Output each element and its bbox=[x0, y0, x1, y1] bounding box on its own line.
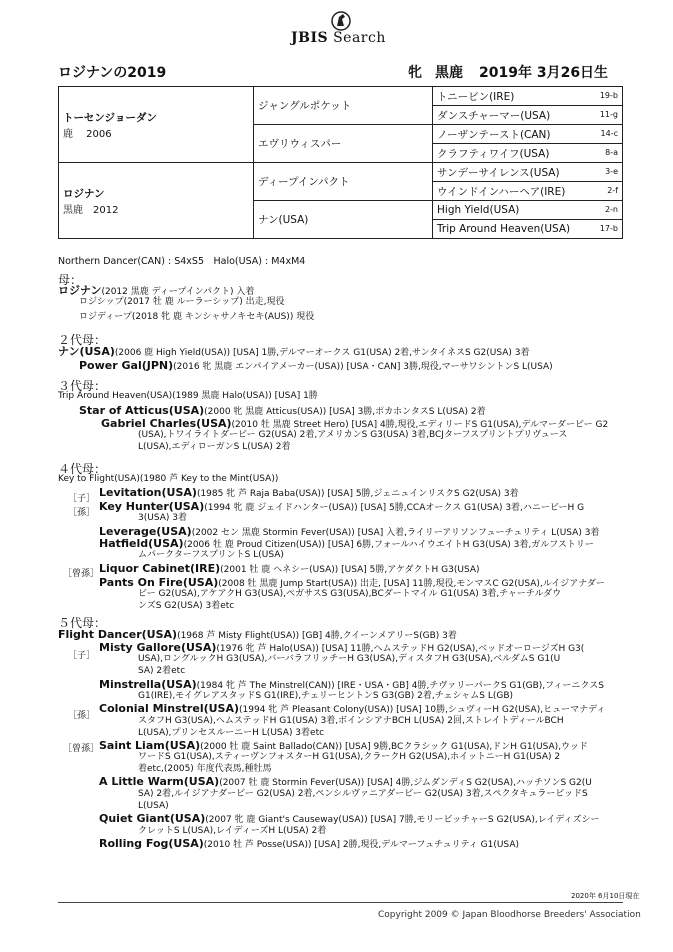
progeny-line bbox=[138, 550, 284, 561]
progeny-detail: (1985 牝 芦 Raja Baba(USA)) [USA] 5勝,ジェニュインリスクS G2(USA) 3着 bbox=[196, 489, 519, 499]
pedigree-g3-cell[interactable]: トニービン(IRE) 19-b bbox=[433, 87, 623, 106]
progeny-line bbox=[138, 752, 560, 763]
horse-name-link[interactable]: Liquor Cabinet(IRE) bbox=[99, 562, 221, 575]
sire-dam-cell[interactable]: エヴリウィスパー bbox=[254, 125, 433, 163]
tag-grandchild: ［孫］ bbox=[68, 711, 96, 721]
tag-child: ［子］ bbox=[68, 494, 96, 504]
progeny-detail: ビー G2(USA),アケアクH G3(USA),ペガサスS G3(USA),BCダートマイル G1(USA) 3着,チャーチルダウ bbox=[138, 589, 562, 599]
birth-date: 2019年 3月26日生 bbox=[479, 65, 609, 81]
progeny-detail: SA) 2着etc bbox=[138, 666, 186, 676]
progeny-line bbox=[138, 764, 272, 775]
horse-name-link[interactable]: ナン(USA) bbox=[58, 345, 115, 358]
progeny-line bbox=[58, 474, 278, 485]
horse-name-link[interactable]: Key Hunter(USA) bbox=[99, 500, 205, 513]
section-dam: 母： bbox=[58, 273, 83, 287]
progeny-detail: (2010 牡 芦 Posse(USA)) [USA] 2勝,現役,デルマーフュチュリティ G1(USA) bbox=[203, 840, 519, 850]
horse-name-link[interactable]: Leverage(USA) bbox=[99, 525, 192, 538]
progeny-detail: (2006 鹿 High Yield(USA)) [USA] 1勝,デルマーオークス G1(USA) 2着,サンタイネスS G2(USA) 3着 bbox=[114, 348, 530, 358]
progeny-detail: 着etc,(2005) 年度代表馬,種牡馬 bbox=[138, 764, 272, 774]
progeny-detail: SA) 2着,ルイジアナダービー G2(USA) 2着,ペンシルヴァニアダービー G2(USA) 3着,スペクタキュラービッドS bbox=[138, 789, 588, 799]
progeny-detail: (2002 セン 黒鹿 Stormin Fever(USA)) [USA] 入着,ライリーアリソンフューチュリティ L(USA) 3着 bbox=[191, 528, 600, 538]
progeny-detail: (1984 牝 芦 The Minstrel(CAN)) [IRE・USA・GB] 4勝,チヴァリーパークS G1(GB),フィーニクスS bbox=[196, 681, 605, 691]
horse-sex: 牝 bbox=[408, 65, 422, 81]
horse-name-link[interactable]: Gabriel Charles(USA) bbox=[101, 417, 232, 430]
horse-name-link[interactable]: ロジナン bbox=[58, 284, 102, 297]
progeny-line bbox=[99, 563, 480, 576]
progeny-detail: (1968 芦 Misty Flight(USA)) [GB] 4勝,クイーンメアリーS(GB) 3着 bbox=[177, 631, 457, 641]
pedigree-g3-cell[interactable]: High Yield(USA) 2-n bbox=[433, 201, 623, 220]
section-fifth-dam: ５代母： bbox=[58, 616, 107, 630]
progeny-line bbox=[138, 801, 169, 812]
horse-name-link[interactable]: Saint Liam(USA) bbox=[99, 739, 201, 752]
progeny-detail: (2007 牝 鹿 Giant's Causeway(USA)) [USA] 7勝,モリービッチャーS G2(USA),レイディズシー bbox=[205, 815, 600, 825]
page-header bbox=[58, 62, 623, 80]
progeny-line bbox=[99, 838, 519, 851]
progeny-detail: スタフH G3(USA),ヘムステッドH G1(USA) 3着,ボインシアナBCH L(USA) 2回,ストレイトディールBCH bbox=[138, 716, 564, 726]
progeny-detail: (USA),トワイライトダービー G2(USA) 2着,アメリカンS G3(USA) 3着,BCJターフスプリントプリヴュース bbox=[138, 430, 568, 440]
horse-name-link[interactable]: Flight Dancer(USA) bbox=[58, 628, 178, 641]
progeny-detail: ムパークターフスプリントS L(USA) bbox=[138, 550, 284, 560]
progeny-detail: (2007 牡 鹿 Stormin Fever(USA)) [USA] 4勝,ジムダンディS G2(USA),ハッチソンS G2(U bbox=[219, 778, 592, 788]
progeny-line bbox=[138, 589, 561, 600]
progeny-detail: Key to Flight(USA)(1980 芦 Key to the Mint(USA)) bbox=[58, 474, 279, 484]
progeny-detail: (2010 牡 黒鹿 Street Hero) [USA] 4勝,現役,エディリードS G1(USA),デルマーダービー G2 bbox=[231, 420, 609, 430]
progeny-detail: (2012 黒鹿 ディープインパクト) 入着 bbox=[101, 287, 255, 297]
progeny-line bbox=[58, 391, 318, 402]
copyright: Copyright 2009 © Japan Bloodhorse Breeders' Association bbox=[378, 910, 641, 920]
progeny-detail: G1(IRE),モイグレアスタッドS G1(IRE),チェリーヒントンS G3(GB) 2着,チェシャムS L(GB) bbox=[138, 691, 514, 701]
section-fourth-dam: ４代母： bbox=[58, 462, 107, 476]
progeny-detail: (2016 牝 黒鹿 エンパイアメーカー(USA)) [USA・CAN] 3勝,現役,マーサワシントンS L(USA) bbox=[173, 362, 553, 372]
progeny-line bbox=[99, 776, 592, 789]
pedigree-g3-cell[interactable]: Trip Around Heaven(USA) 17-b bbox=[433, 220, 623, 239]
tag-grandchild: ［孫］ bbox=[68, 508, 96, 518]
progeny-detail: Trip Around Heaven(USA)(1989 黒鹿 Halo(USA)) [USA] 1勝 bbox=[58, 391, 318, 401]
progeny-detail: (1976 牝 芦 Halo(USA)) [USA] 11勝,ヘムステッドH G2(USA),ベッドオーロージズH G3( bbox=[216, 644, 585, 654]
progeny-line bbox=[138, 654, 560, 665]
progeny-line bbox=[138, 442, 290, 453]
progeny-line bbox=[138, 789, 588, 800]
progeny-detail: (2006 牡 鹿 Proud Citizen(USA)) [USA] 6勝,フォールハイウエイトH G3(USA) 3着,ガルフストリー bbox=[183, 540, 594, 550]
progeny-detail: (2000 牝 黒鹿 Atticus(USA)) [USA] 3勝,ポカホンタスS L(USA) 2着 bbox=[204, 407, 486, 417]
progeny-detail: (2000 牡 鹿 Saint Ballado(CAN)) [USA] 9勝,BCクラシック G1(USA),ドンH G1(USA),ウッド bbox=[200, 742, 588, 752]
progeny-line bbox=[138, 666, 185, 677]
progeny-line bbox=[138, 826, 326, 837]
progeny-detail: L(USA),プリンセスルーニーH L(USA) 3着etc bbox=[138, 728, 325, 738]
horse-name-link[interactable]: Minstrella(USA) bbox=[99, 678, 197, 691]
progeny-line bbox=[99, 487, 519, 500]
progeny-detail: ワードS G1(USA),スティーヴンフォスターH G1(USA),クラークH G2(USA),ホイットニーH G1(USA) 2 bbox=[138, 752, 561, 762]
horse-name-link[interactable]: Misty Gallore(USA) bbox=[99, 641, 217, 654]
pedigree-table bbox=[58, 86, 623, 239]
horse-name-link[interactable]: Colonial Minstrel(USA) bbox=[99, 702, 240, 715]
horse-name-link[interactable]: Pants On Fire(USA) bbox=[99, 576, 219, 589]
progeny-detail: ンズS G2(USA) 3着etc bbox=[138, 601, 235, 611]
horse-name-link[interactable]: Star of Atticus(USA) bbox=[79, 404, 205, 417]
progeny-line bbox=[138, 716, 564, 727]
horse-name-link[interactable]: Levitation(USA) bbox=[99, 486, 197, 499]
progeny-line bbox=[138, 691, 513, 702]
progeny-detail: L(USA) bbox=[138, 801, 169, 811]
progeny-line bbox=[138, 601, 234, 612]
pedigree-g3-cell[interactable]: ダンスチャーマー(USA) 11-g bbox=[433, 106, 623, 125]
pedigree-g3-cell[interactable]: サンデーサイレンス(USA) 3-e bbox=[433, 163, 623, 182]
jbis-logo[interactable] bbox=[291, 8, 391, 48]
tag-great-grandchild: ［曾孫］ bbox=[63, 569, 100, 579]
progeny-line bbox=[58, 346, 529, 359]
progeny-detail: (1994 牝 鹿 ジェイドハンター(USA)) [USA] 5勝,CCAオークス G1(USA) 3着,ハニービーH G bbox=[204, 503, 585, 513]
progeny-detail: USA),ロングルックH G3(USA),バーバラフリッチーH G3(USA),ディスタフH G3(USA),ベルダムS G1(U bbox=[138, 654, 561, 664]
progeny-detail: (2001 牡 鹿 ヘネシー(USA)) [USA] 5勝,アケダクトH G3(USA) bbox=[220, 565, 480, 575]
progeny-detail: (2008 牡 黒鹿 Jump Start(USA)) 出走, [USA] 11勝,現役,モンマスC G2(USA),ルイジアナダー bbox=[218, 579, 605, 589]
progeny-line bbox=[138, 728, 324, 739]
progeny-line bbox=[79, 360, 553, 373]
tag-child: ［子］ bbox=[68, 651, 96, 661]
section-second-dam: ２代母： bbox=[58, 333, 107, 347]
horse-name: ロジナンの2019 bbox=[58, 65, 167, 81]
progeny-detail: ロジシップ(2017 牡 鹿 ルーラーシップ) 出走,現役 bbox=[79, 297, 285, 307]
horse-name-link[interactable]: Hatfield(USA) bbox=[99, 537, 184, 550]
dam-cell[interactable]: ロジナン 黒鹿 2012 bbox=[59, 163, 254, 239]
logo-text: JBIS Search bbox=[291, 30, 386, 46]
horse-name-link[interactable]: Rolling Fog(USA) bbox=[99, 837, 204, 850]
horse-name-link[interactable]: Quiet Giant(USA) bbox=[99, 812, 206, 825]
dam-sire-cell[interactable]: ディープインパクト bbox=[254, 163, 433, 201]
horse-logo-icon bbox=[329, 8, 353, 32]
sire-sire-cell[interactable]: ジャングルポケット bbox=[254, 87, 433, 125]
as-of-date: 2020年 6月10日現在 bbox=[571, 892, 640, 900]
tag-great-grandchild: ［曾孫］ bbox=[63, 744, 100, 754]
dam-dam-cell[interactable]: ナン(USA) bbox=[254, 201, 433, 239]
horse-name-link[interactable]: Power Gal(JPN) bbox=[79, 359, 174, 372]
progeny-line bbox=[79, 312, 314, 323]
progeny-line bbox=[138, 430, 567, 441]
pedigree-g3-cell[interactable]: ノーザンテースト(CAN) 14-c bbox=[433, 125, 623, 144]
progeny-line bbox=[99, 813, 600, 826]
section-third-dam: ３代母： bbox=[58, 379, 107, 393]
sire-cell[interactable]: トーセンジョーダン 鹿 2006 bbox=[59, 87, 254, 163]
progeny-detail: L(USA),エディローガンS L(USA) 2着 bbox=[138, 442, 291, 452]
pedigree-g3-cell[interactable]: クラフティワイフ(USA) 8-a bbox=[433, 144, 623, 163]
progeny-detail: ロジディープ(2018 牝 鹿 キンシャサノキセキ(AUS)) 現役 bbox=[79, 312, 315, 322]
horse-color: 黒鹿 bbox=[435, 65, 463, 81]
horse-name-link[interactable]: A Little Warm(USA) bbox=[99, 775, 220, 788]
progeny-detail: 3(USA) 3着 bbox=[138, 513, 187, 523]
inbreeding-note: Northern Dancer(CAN) : S4xS5 Halo(USA) : M4xM4 bbox=[58, 256, 306, 267]
progeny-line bbox=[138, 513, 187, 524]
progeny-detail: (1994 牝 芦 Pleasant Colony(USA)) [USA] 10勝,シュヴィーH G2(USA),ヒューマナディ bbox=[239, 705, 606, 715]
footer-divider bbox=[58, 902, 623, 903]
progeny-detail: クレットS L(USA),レイディーズH L(USA) 2着 bbox=[138, 826, 327, 836]
progeny-line bbox=[99, 703, 605, 716]
pedigree-g3-cell[interactable]: ウインドインハーヘア(IRE) 2-f bbox=[433, 182, 623, 201]
progeny-line bbox=[79, 297, 284, 308]
